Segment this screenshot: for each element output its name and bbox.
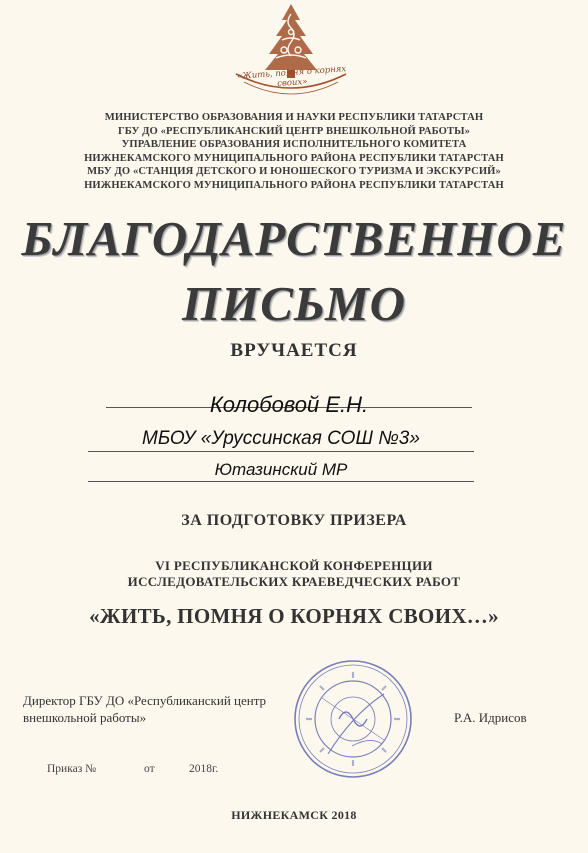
org-line: ГБУ ДО «РЕСПУБЛИКАНСКИЙ ЦЕНТР ВНЕШКОЛЬНОЙ РАБОТЫ» [117, 125, 471, 137]
conference-line2: ИССЛЕДОВАТЕЛЬСКИХ КРАЕВЕДЧЕСКИХ РАБОТ [127, 574, 461, 589]
org-line: МБУ ДО «СТАНЦИЯ ДЕТСКОГО И ЮНОШЕСКОГО ТУРИЗМА И ЭКСКУРСИЙ» [87, 166, 501, 178]
org-line: МИНИСТЕРСТВО ОБРАЗОВАНИЯ И НАУКИ РЕСПУБЛИКИ ТАТАРСТАН [104, 112, 484, 123]
signatory-name: Р.А. Идрисов [454, 710, 527, 725]
order-year: 2018г. [189, 763, 219, 775]
issuing-organizations [0, 111, 588, 193]
order-date-label: от [144, 763, 155, 775]
recipient-school-line [88, 451, 474, 452]
conference-name: «ЖИТЬ, ПОМНЯ О КОРНЯХ СВОИХ…» [89, 604, 499, 628]
org-line: НИЖНЕКАМСКОГО МУНИЦИПАЛЬНОГО РАЙОНА РЕСПУБЛИКИ ТАТАРСТАН [84, 179, 504, 191]
recipient-district-line [88, 481, 474, 482]
signatory-position-line1: Директор ГБУ ДО «Республиканский центр [23, 693, 267, 708]
award-reason: ЗА ПОДГОТОВКУ ПРИЗЕРА [181, 512, 407, 529]
document-title-line2: ПИСЬМО [182, 276, 406, 331]
signatory-position [23, 692, 266, 726]
org-line: УПРАВЛЕНИЕ ОБРАЗОВАНИЯ ИСПОЛНИТЕЛЬНОГО КОМИТЕТА [121, 139, 467, 151]
recipient-name: Колобовой Е.Н. [209, 392, 369, 417]
awarded-to-label: ВРУЧАЕТСЯ [230, 340, 358, 361]
order-number-label: Приказ № [47, 763, 97, 775]
logo-motto: «Жить, помня о корнях своих» [236, 64, 347, 90]
recipient-district: Ютазинский МР [214, 460, 348, 479]
official-stamp-icon [292, 658, 414, 780]
document-title-line1: БЛАГОДАРСТВЕННОЕ [21, 211, 567, 266]
signatory-position-line2: внешкольной работы» [23, 710, 147, 725]
conference-line1: VI РЕСПУБЛИКАНСКОЙ КОНФЕРЕНЦИИ [155, 558, 433, 573]
org-line: НИЖНЕКАМСКОГО МУНИЦИПАЛЬНОГО РАЙОНА РЕСПУБЛИКИ ТАТАРСТАН [84, 152, 504, 164]
footer-city-year: НИЖНЕКАМСК 2018 [231, 808, 357, 822]
recipient-school: МБОУ «Уруссинская СОШ №3» [142, 428, 420, 449]
